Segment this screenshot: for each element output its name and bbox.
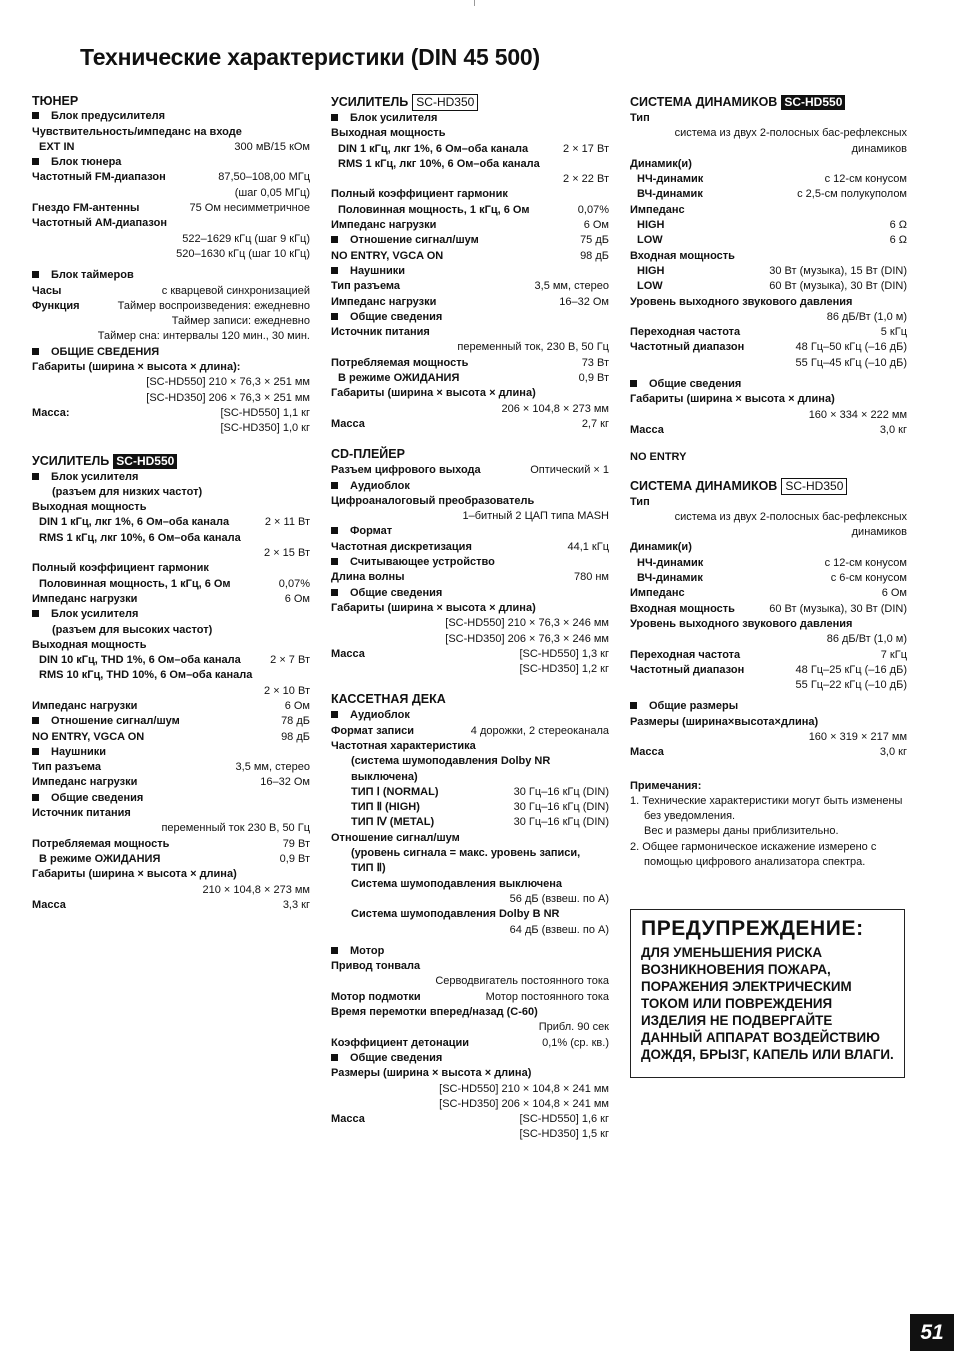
impedance-row: Импеданс 6 Ом xyxy=(630,587,907,600)
consumption-row: Потребляемая мощность 73 Вт xyxy=(331,356,609,369)
bullet-square-icon xyxy=(331,527,338,534)
crossover-row: Переходная частота 7 кГц xyxy=(630,648,907,661)
hp-impedance-row: Импеданс нагрузки 16–32 Ом xyxy=(32,776,310,789)
mass-value-2: [SC-HD350] 1,2 кг xyxy=(519,663,609,676)
amp-low-block-sub: (разъем для низких частот) xyxy=(52,485,203,498)
standby-row: В режиме ОЖИДАНИЯ 0,9 Вт xyxy=(338,372,609,385)
cassette-deck-section xyxy=(331,691,609,1142)
freq-response-label: Частотная характеристика xyxy=(331,739,476,752)
bullet-square-icon xyxy=(331,947,338,954)
general-heading: Общие сведения xyxy=(331,310,609,325)
mass-row: Масса [SC-HD550] 1,6 кг xyxy=(331,1113,609,1126)
load-impedance-row: Импеданс нагрузки 6 Ом xyxy=(331,219,609,232)
dims-value-1: [SC-HD550] 210 × 104,8 × 241 мм xyxy=(439,1082,609,1095)
bullet-square-icon xyxy=(32,158,39,165)
dims-label: Размеры (ширина × высота × длина) xyxy=(331,1067,532,1080)
ff-time-value: Прибл. 90 сек xyxy=(538,1021,609,1034)
mass-value-2: [SC-HD350] 1,5 кг xyxy=(519,1128,609,1141)
page-number: 51 xyxy=(910,1314,954,1351)
fm-range-row: Частотный FM-диапазон 87,50–108,00 МГц xyxy=(32,171,310,184)
nr-on-value: 64 дБ (взвеш. по А) xyxy=(509,923,609,936)
impedance-label: Импеданс xyxy=(630,203,685,216)
type-label: Тип xyxy=(630,495,650,508)
note-2: 2. Общее гармоническое искажение измерено с помощью цифрового анализатора спектра. xyxy=(630,840,877,869)
freq-range-row: Частотный диапазон 48 Гц–25 кГц (–16 дБ) xyxy=(630,663,907,676)
nr-off-label: Система шумоподавления выключена xyxy=(351,877,563,890)
notes-heading: Примечания: xyxy=(630,779,702,792)
model-tag-sc-hd350: SC-HD350 xyxy=(781,478,847,495)
dac-label: Цифроаналоговый преобразователь xyxy=(331,494,535,507)
standby-row: В режиме ОЖИДАНИЯ 0,9 Вт xyxy=(39,852,310,865)
bullet-square-icon xyxy=(32,794,39,801)
bullet-square-icon xyxy=(331,589,338,596)
column-middle xyxy=(331,94,609,1143)
general-heading: Общие сведения xyxy=(630,377,907,392)
dims-value-2: [SC-HD350] 206 × 104,8 × 241 мм xyxy=(439,1097,609,1110)
audio-block-heading: Аудиоблок xyxy=(331,479,609,494)
no-entry-row: NO ENTRY, VGCA ON 98 дБ xyxy=(32,730,310,743)
dac-value: 1–битный 2 ЦАП типа MASH xyxy=(462,510,609,523)
dims-label: Габариты (ширина × высота × длина) xyxy=(331,601,536,614)
notes-section xyxy=(630,779,907,871)
output-power-label-2: Выходная мощность xyxy=(32,638,147,651)
page-title: Технические характеристики (DIN 45 500) xyxy=(80,44,540,70)
type2-row: ТИП Ⅱ (HIGH) 30 Гц–16 кГц (DIN) xyxy=(351,801,609,814)
nr-off-value: 56 дБ (взвеш. по А) xyxy=(509,892,609,905)
freq-range-value-2: 55 Гц–45 кГц (–10 дБ) xyxy=(795,356,907,369)
freq-response-sub-1: (система шумоподавления Dolby NR xyxy=(351,755,551,768)
thd-label: Полный коэффициент гармоник xyxy=(331,188,508,201)
bullet-square-icon xyxy=(630,380,637,387)
dims-value: 206 × 104,8 × 273 мм xyxy=(501,402,609,415)
thd-half-row: Половинная мощность, 1 кГц, 6 Ом 0,07% xyxy=(338,203,609,216)
digital-out-row: Разъем цифрового выхода Оптический × 1 xyxy=(331,464,609,477)
snr-row: Отношение сигнал/шум 75 дБ xyxy=(331,233,609,248)
load-impedance-row-2: Импеданс нагрузки 6 Ом xyxy=(32,699,310,712)
tuner-heading: ТЮНЕР xyxy=(32,94,79,108)
model-tag-sc-hd550: SC-HD550 xyxy=(113,454,177,469)
mass-row: Масса 2,7 кг xyxy=(331,417,609,430)
freq-range-row: Частотный диапазон 48 Гц–50 кГц (–16 дБ) xyxy=(630,341,907,354)
crossover-row: Переходная частота 5 кГц xyxy=(630,326,907,339)
bullet-square-icon xyxy=(630,702,637,709)
din-row: DIN 1 кГц, лкг 1%, 6 Ом–оба канала 2 × 11 Вт xyxy=(39,516,310,529)
column-left xyxy=(32,94,310,913)
model-tag-sc-hd550: SC-HD550 xyxy=(781,95,845,110)
bullet-square-icon xyxy=(331,482,338,489)
bullet-square-icon xyxy=(331,1054,338,1061)
type1-row: ТИП Ⅰ (NORMAL) 30 Гц–16 кГц (DIN) xyxy=(351,785,609,798)
amplifier-550-heading: УСИЛИТЕЛЬ SC-HD550 xyxy=(32,453,310,470)
function-value-3: Таймер сна: интервалы 120 мин., 30 мин. xyxy=(97,330,310,343)
spl-label: Уровень выходного звукового давления xyxy=(630,617,853,630)
am-range-value-2: 520–1630 кГц (шаг 10 кГц) xyxy=(176,247,310,260)
bullet-square-icon xyxy=(331,114,338,121)
mass-row: Масса [SC-HD550] 1,3 кг xyxy=(331,647,609,660)
dims-label: Габариты (ширина × высота × длина) xyxy=(331,387,536,400)
speakers-550-heading: СИСТЕМА ДИНАМИКОВ SC-HD550 xyxy=(630,94,907,111)
input-power-label: Входная мощность xyxy=(630,249,735,262)
type-label: Тип xyxy=(630,112,650,124)
snr-row: Отношение сигнал/шум 78 дБ xyxy=(32,714,310,729)
din-row: DIN 1 кГц, лкг 1%, 6 Ом–оба канала 2 × 17 Вт xyxy=(338,142,609,155)
fm-step: (шаг 0,05 МГц) xyxy=(234,186,310,199)
nr-on-label: Система шумоподавления Dolby B NR xyxy=(351,908,560,921)
bullet-square-icon xyxy=(32,271,39,278)
fm-antenna-row: Гнездо FM-антенны 75 Ом несимметричное xyxy=(32,202,310,215)
freq-range-value-2: 55 Гц–22 кГц (–10 дБ) xyxy=(795,679,907,692)
speakers-350-heading: СИСТЕМА ДИНАМИКОВ SC-HD350 xyxy=(630,478,907,495)
amp-high-block-sub: (разъем для высоких частот) xyxy=(52,623,213,636)
type-value-2: динамиков xyxy=(851,142,907,155)
dims-value-2: [SC-HD350] 206 × 76,3 × 251 мм xyxy=(146,391,310,404)
load-impedance-row: Импеданс нагрузки 6 Ом xyxy=(32,592,310,605)
snr-sub-2: ТИП Ⅱ) xyxy=(351,862,386,875)
note-1-sub: Вес и размеры даны приблизительно. xyxy=(644,825,839,838)
type-value-1: система из двух 2-полосных бас-рефлексных xyxy=(674,127,907,140)
thd-half-row: Половинная мощность, 1 кГц, 6 Ом 0,07% xyxy=(39,577,310,590)
no-entry-row: NO ENTRY, VGCA ON 98 дБ xyxy=(331,249,609,262)
rms10-label: RMS 10 кГц, THD 10%, 6 Ом–оба канала xyxy=(39,669,253,682)
bullet-square-icon xyxy=(32,748,39,755)
mass-value-2: [SC-HD350] 1,0 кг xyxy=(220,422,310,435)
rms-value: 2 × 15 Вт xyxy=(264,547,310,560)
mass-row: Масса 3,0 кг xyxy=(630,423,907,436)
power-source-value: переменный ток, 230 В, 50 Гц xyxy=(457,341,609,354)
function-row: Функция Таймер воспроизведения: ежедневно xyxy=(32,299,310,312)
general-heading: Общие сведения xyxy=(32,791,310,806)
format-heading: Формат xyxy=(331,524,609,539)
dims-value: 160 × 319 × 217 мм xyxy=(808,730,907,743)
motor-heading: Мотор xyxy=(331,944,609,959)
freq-response-sub-2: выключена) xyxy=(351,770,418,783)
bullet-square-icon xyxy=(331,236,338,243)
rms-value: 2 × 22 Вт xyxy=(563,173,609,186)
reel-motor-row: Мотор подмотки Мотор постоянного тока xyxy=(331,990,609,1003)
sensitivity-label: Чувствительность/импеданс на входе xyxy=(32,125,242,138)
mass-row: Масса 3,0 кг xyxy=(630,746,907,759)
amp-low-block-heading: Блок усилителя xyxy=(32,470,310,485)
rms10-value: 2 × 10 Вт xyxy=(264,684,310,697)
ff-time-label: Время перемотки вперед/назад (C-60) xyxy=(331,1006,538,1019)
general-heading: Общие сведения xyxy=(331,1051,609,1066)
din10-row: DIN 10 кГц, THD 1%, 6 Ом–оба канала 2 × 7 Вт xyxy=(39,654,310,667)
thd-label: Полный коэффициент гармоник xyxy=(32,562,209,575)
headphones-heading: Наушники xyxy=(32,745,310,760)
general-heading: Общие сведения xyxy=(331,586,609,601)
note-1: 1. Технические характеристики могут быть изменены без уведомления. xyxy=(630,794,903,823)
ext-in-row: EXT IN 300 мВ/15 кОм xyxy=(39,140,310,153)
sampling-row: Частотная дискретизация 44,1 кГц xyxy=(331,540,609,553)
hp-impedance-row: Импеданс нагрузки 16–32 Ом xyxy=(331,295,609,308)
audio-block-heading: Аудиоблок xyxy=(331,708,609,723)
power-source-label: Источник питания xyxy=(32,807,131,820)
snr-sub-1: (уровень сигнала = макс. уровень записи, xyxy=(351,847,581,860)
cd-player-heading: CD-ПЛЕЙЕР xyxy=(331,447,405,462)
woofer-row: НЧ-динамик с 12-см конусом xyxy=(637,556,907,569)
speakers-350-section xyxy=(630,478,907,761)
bullet-square-icon xyxy=(32,348,39,355)
input-power-row: Входная мощность 60 Вт (музыка), 30 Вт (DIN) xyxy=(630,602,907,615)
dims-value: 160 × 334 × 222 мм xyxy=(808,408,907,421)
connector-row: Тип разъема 3,5 мм, стерео xyxy=(331,280,609,293)
column-right xyxy=(630,94,907,870)
tweeter-row: ВЧ-динамик с 2,5-см полукуполом xyxy=(637,188,907,201)
dims-label: Габариты (ширина × высота × длина) xyxy=(630,393,835,406)
bullet-square-icon xyxy=(331,558,338,565)
snr-label: Отношение сигнал/шум xyxy=(331,831,460,844)
bullet-square-icon xyxy=(331,711,338,718)
output-power-label: Выходная мощность xyxy=(32,501,147,514)
drivers-label: Динамик(и) xyxy=(630,541,692,554)
warning-box xyxy=(630,909,905,1078)
output-power-label: Выходная мощность xyxy=(331,127,446,140)
general-block-heading: ОБЩИЕ СВЕДЕНИЯ xyxy=(32,345,310,360)
input-low-row: LOW 60 Вт (музыка), 30 Вт (DIN) xyxy=(637,280,907,293)
top-crop-mark xyxy=(474,0,475,6)
rec-format-row: Формат записи 4 дорожки, 2 стереоканала xyxy=(331,724,609,737)
type-value-1: система из двух 2-полосных бас-рефлексных xyxy=(674,510,907,523)
dims-label: Габариты (ширина × высота × длина): xyxy=(32,361,241,374)
mass-row: Масса 3,3 кг xyxy=(32,898,310,911)
dims-value-2: [SC-HD350] 206 × 76,3 × 246 мм xyxy=(445,632,609,645)
amp-high-block-heading: Блок усилителя xyxy=(32,607,310,622)
model-tag-sc-hd350: SC-HD350 xyxy=(412,94,478,111)
impedance-low-row: LOW 6 Ω xyxy=(637,234,907,247)
tuner-block-heading: Блок тюнера xyxy=(32,155,310,170)
spl-label: Уровень выходного звукового давления xyxy=(630,295,853,308)
preamp-block-heading: Блок предусилителя xyxy=(32,109,310,124)
amplifier-350-heading: УСИЛИТЕЛЬ SC-HD350 xyxy=(331,94,609,111)
bullet-square-icon xyxy=(32,112,39,119)
input-high-row: HIGH 30 Вт (музыка), 15 Вт (DIN) xyxy=(637,264,907,277)
am-range-value-1: 522–1629 кГц (шаг 9 кГц) xyxy=(182,232,310,245)
power-source-value: переменный ток 230 В, 50 Гц xyxy=(161,822,310,835)
connector-row: Тип разъема 3,5 мм, стерео xyxy=(32,761,310,774)
dims-value-1: [SC-HD550] 210 × 76,3 × 251 мм xyxy=(146,376,310,389)
timer-block-heading: Блок таймеров xyxy=(32,268,310,283)
bullet-square-icon xyxy=(32,473,39,480)
type-value-2: динамиков xyxy=(851,526,907,539)
mass-row: Масса: [SC-HD550] 1,1 кг xyxy=(32,406,310,419)
spl-value: 86 дБ/Вт (1,0 м) xyxy=(826,310,907,323)
wow-flutter-row: Коэффициент детонации 0,1% (ср. кв.) xyxy=(331,1036,609,1049)
headphones-heading: Наушники xyxy=(331,264,609,279)
amp-block-heading: Блок усилителя xyxy=(331,111,609,126)
impedance-high-row: HIGH 6 Ω xyxy=(637,219,907,232)
type4-row: ТИП Ⅳ (METAL) 30 Гц–16 кГц (DIN) xyxy=(351,816,609,829)
dims-value-1: [SC-HD550] 210 × 76,3 × 246 мм xyxy=(445,617,609,630)
capstan-value: Серводвигатель постоянного тока xyxy=(435,975,609,988)
drivers-label: Динамик(и) xyxy=(630,157,692,170)
rms-label: RMS 1 кГц, лкг 10%, 6 Ом–оба канала xyxy=(39,531,241,544)
bullet-square-icon xyxy=(32,717,39,724)
cassette-deck-heading: КАССЕТНАЯ ДЕКА xyxy=(331,692,446,707)
speakers-550-section xyxy=(630,94,907,466)
dims-value: 210 × 104,8 × 273 мм xyxy=(202,883,310,896)
capstan-label: Привод тонвала xyxy=(331,960,421,973)
rms-label: RMS 1 кГц, лкг 10%, 6 Ом–оба канала xyxy=(338,157,540,170)
power-source-label: Источник питания xyxy=(331,326,430,339)
dims-label: Габариты (ширина × высота × длина) xyxy=(32,868,237,881)
bullet-square-icon xyxy=(331,267,338,274)
am-range-label: Частотный AM-диапазон xyxy=(32,217,167,230)
dims-label: Размеры (ширина×высота×длина) xyxy=(630,715,819,728)
function-value-2: Таймер записи: ежедневно xyxy=(171,315,310,328)
pickup-heading: Считывающее устройство xyxy=(331,555,609,570)
general-heading: Общие размеры xyxy=(630,699,907,714)
cd-player-section xyxy=(331,446,609,677)
amplifier-350-section xyxy=(331,94,609,432)
spl-value: 86 дБ/Вт (1,0 м) xyxy=(826,633,907,646)
woofer-row: НЧ-динамик с 12-см конусом xyxy=(637,173,907,186)
consumption-row: Потребляемая мощность 79 Вт xyxy=(32,837,310,850)
tweeter-row: ВЧ-динамик с 6-см конусом xyxy=(637,572,907,585)
warning-heading: ПРЕДУПРЕЖДЕНИЕ: xyxy=(641,917,864,940)
tuner-section xyxy=(32,94,310,437)
no-entry-label: NO ENTRY xyxy=(630,451,687,464)
amplifier-550-section xyxy=(32,453,310,914)
bullet-square-icon xyxy=(331,313,338,320)
wavelength-row: Длина волны 780 нм xyxy=(331,571,609,584)
warning-text: ДЛЯ УМЕНЬШЕНИЯ РИСКА ВОЗНИКНОВЕНИЯ ПОЖАРА, ПОРАЖЕНИЯ ЭЛЕКТРИЧЕСКИМ ТОКОМ ИЛИ ПОВРЕЖДЕНИЯ ИЗДЕЛИЯ НЕ ПОДВЕРГАЙТЕ ДАННЫЙ АППАРАТ ВОЗДЕЙСТВИЮ ДОЖДЯ, БРЫЗГ, КАПЕЛЬ ИЛИ ВЛАГИ. xyxy=(641,945,894,1062)
clock-row: Часы с кварцевой синхронизацией xyxy=(32,284,310,297)
bullet-square-icon xyxy=(32,610,39,617)
